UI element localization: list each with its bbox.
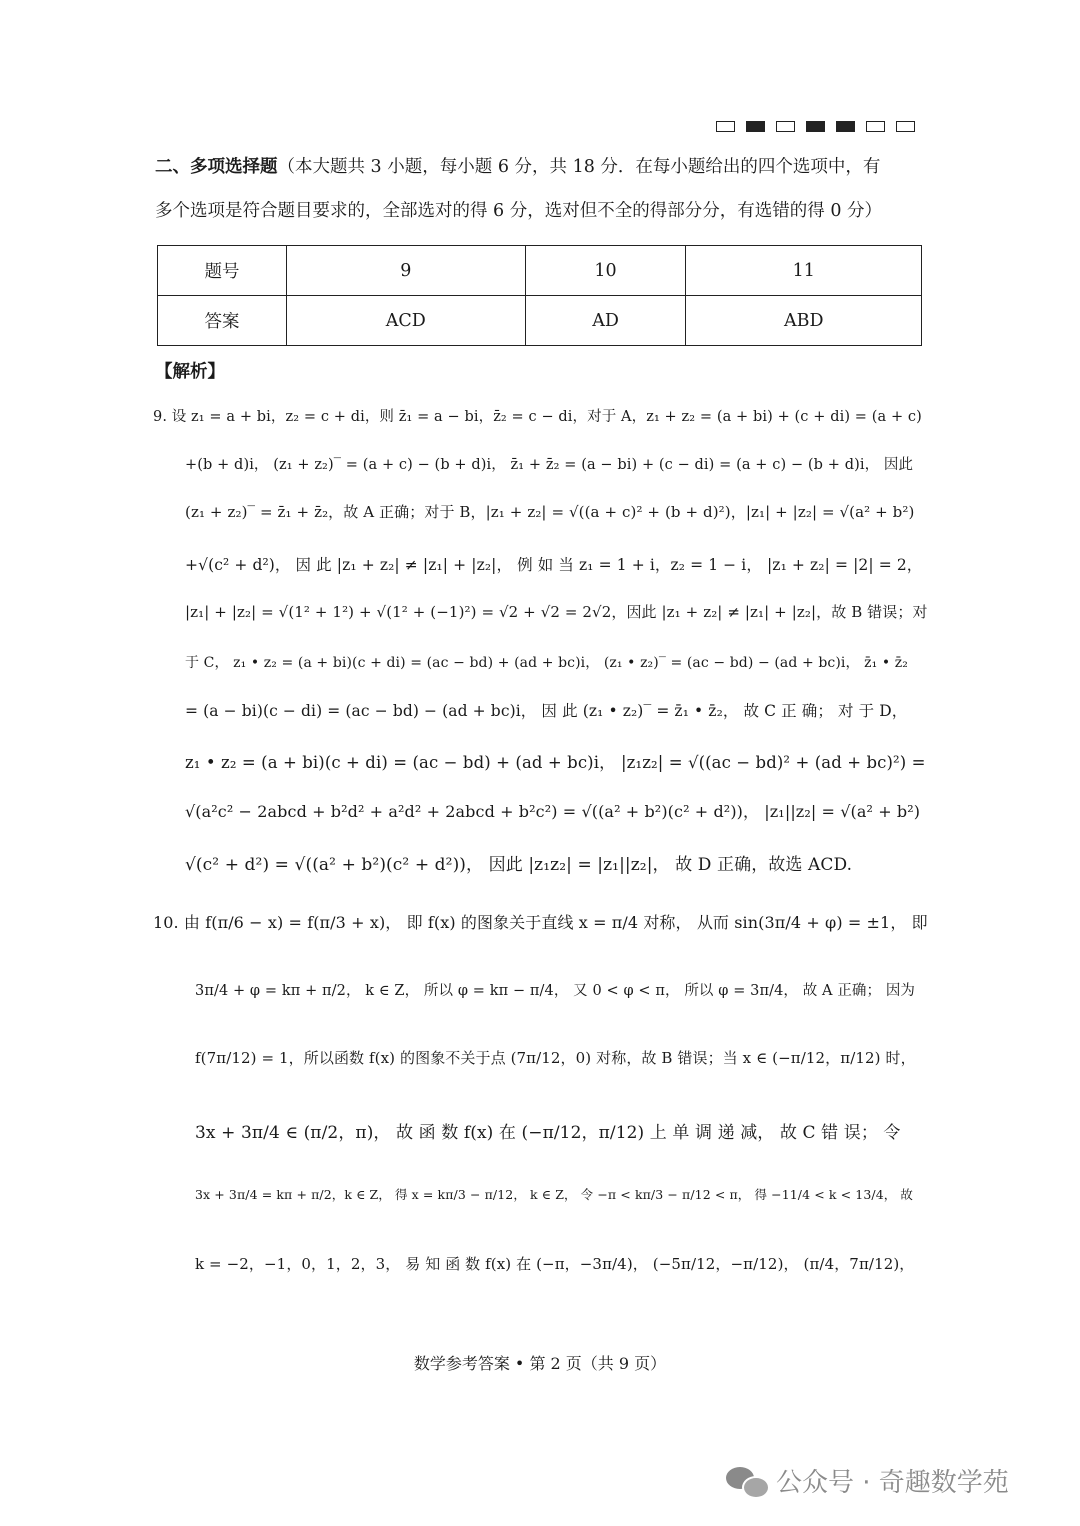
solution-line: +√(c² + d²)， 因 此 |z₁ + z₂| ≠ |z₁| + |z₂|， 例 如 当 z₁ = 1 + i，z₂ = 1 − i， |z₁ + z₂| = |2| = 2， (185, 556, 923, 574)
solution-line: k = −2，−1，0，1，2，3， 易 知 函 数 f(x) 在 (−π，−3π/4)， (−5π/12，−π/12)， (π/4，7π/12)， (195, 1255, 915, 1273)
answer-9: ACD (287, 296, 526, 346)
marker-square-filled (836, 121, 855, 132)
solution-line: z₁ • z₂ = (a + bi)(c + di) = (ac − bd) + (ad + bc)i， |z₁z₂| = √((ac − bd)² + (ad + bc)²) = (185, 753, 926, 772)
table-row-answers (158, 296, 922, 346)
watermark (726, 1462, 1009, 1499)
answer-11: ABD (686, 296, 922, 346)
table-row-numbers (158, 246, 922, 296)
section-intro (155, 145, 927, 233)
solution-line: +(b + d)i， (z₁ + z₂)‾ = (a + c) − (b + d)i， z̄₁ + z̄₂ = (a − bi) + (c − di) = (a + c) − (b + d)i， 因此 (185, 457, 914, 473)
solution-line: 9. 设 z₁ = a + bi，z₂ = c + di，则 z̄₁ = a − bi，z̄₂ = c − di，对于 A，z₁ + z₂ = (a + bi) + (c + di) = (a + c) (153, 409, 922, 425)
section-title: 二、多项选择题 (155, 157, 278, 177)
question-number-11: 11 (686, 246, 922, 296)
question-number-9: 9 (287, 246, 526, 296)
solution-line: 3x + 3π/4 ∈ (π/2，π)， 故 函 数 f(x) 在 (−π/12，π/12) 上 单 调 递 减， 故 C 错 误； 令 (195, 1123, 901, 1143)
marker-square-empty (776, 121, 795, 132)
section-description-1: （本大题共 3 小题，每小题 6 分，共 18 分．在每小题给出的四个选项中，有 (277, 157, 881, 177)
marker-square-empty (866, 121, 885, 132)
marker-square-empty (896, 121, 915, 132)
page-marker-squares (716, 121, 915, 132)
solution-line: 3x + 3π/4 = kπ + π/2，k ∈ Z， 得 x = kπ/3 − π/12， k ∈ Z， 令 −π < kπ/3 − π/12 < π， 得 −11/4 < k < 13/4， 故 (195, 1187, 914, 1202)
page-footer: 数学参考答案 • 第 2 页（共 9 页） (413, 1354, 667, 1373)
answer-table (157, 245, 922, 346)
row-header-number: 题号 (158, 246, 287, 296)
wechat-icon (726, 1465, 768, 1497)
solution-line: √(c² + d²) = √((a² + b²)(c² + d²))， 因此 |z₁z₂| = |z₁||z₂|， 故 D 正确，故选 ACD. (185, 855, 853, 875)
solution-line: (z₁ + z₂)‾ = z̄₁ + z̄₂，故 A 正确；对于 B，|z₁ + z₂| = √((a + c)² + (b + d)²)，|z₁| + |z₂| = √(a² + b²) (185, 503, 915, 521)
row-header-answer: 答案 (158, 296, 287, 346)
solution-line: |z₁| + |z₂| = √(1² + 1²) + √(1² + (−1)²) = √2 + √2 = 2√2，因此 |z₁ + z₂| ≠ |z₁| + |z₂|，故 B 错误；对 (185, 603, 928, 621)
answer-10: AD (525, 296, 686, 346)
solution-line: f(7π/12) = 1，所以函数 f(x) 的图象不关于点 (7π/12，0) 对称，故 B 错误；当 x ∈ (−π/12，π/12) 时， (195, 1049, 916, 1067)
solution-line: = (a − bi)(c − di) = (ac − bd) − (ad + bc)i， 因 此 (z₁ • z₂)‾ = z̄₁ • z̄₂， 故 C 正 确； 对 于 D， (185, 702, 908, 720)
marker-square-filled (746, 121, 765, 132)
solution-line: √(a²c² − 2abcd + b²d² + a²d² + 2abcd + b²c²) = √((a² + b²)(c² + d²))， |z₁||z₂| = √(a² + b²) (185, 802, 921, 821)
solution-line: 10. 由 f(π/6 − x) = f(π/3 + x)， 即 f(x) 的图象关于直线 x = π/4 对称， 从而 sin(3π/4 + φ) = ±1， 即 (153, 913, 928, 932)
solution-line: 于 C， z₁ • z₂ = (a + bi)(c + di) = (ac − bd) + (ad + bc)i， (z₁ • z₂)‾ = (ac − bd) − (ad + bc)i， z̄₁ • z̄₂ (185, 655, 908, 671)
solution-line: 3π/4 + φ = kπ + π/2， k ∈ Z， 所以 φ = kπ − π/4， 又 0 < φ < π， 所以 φ = 3π/4， 故 A 正确； 因为 (195, 983, 916, 999)
watermark-text: 公众号 · 奇趣数学苑 (776, 1468, 1009, 1498)
section-description-2: 多个选项是符合题目要求的，全部选对的得 6 分，选对但不全的得部分分，有选错的得 0 分） (155, 201, 883, 221)
question-number-10: 10 (525, 246, 686, 296)
marker-square-filled (806, 121, 825, 132)
analysis-heading: 【解析】 (155, 362, 225, 382)
marker-square-empty (716, 121, 735, 132)
